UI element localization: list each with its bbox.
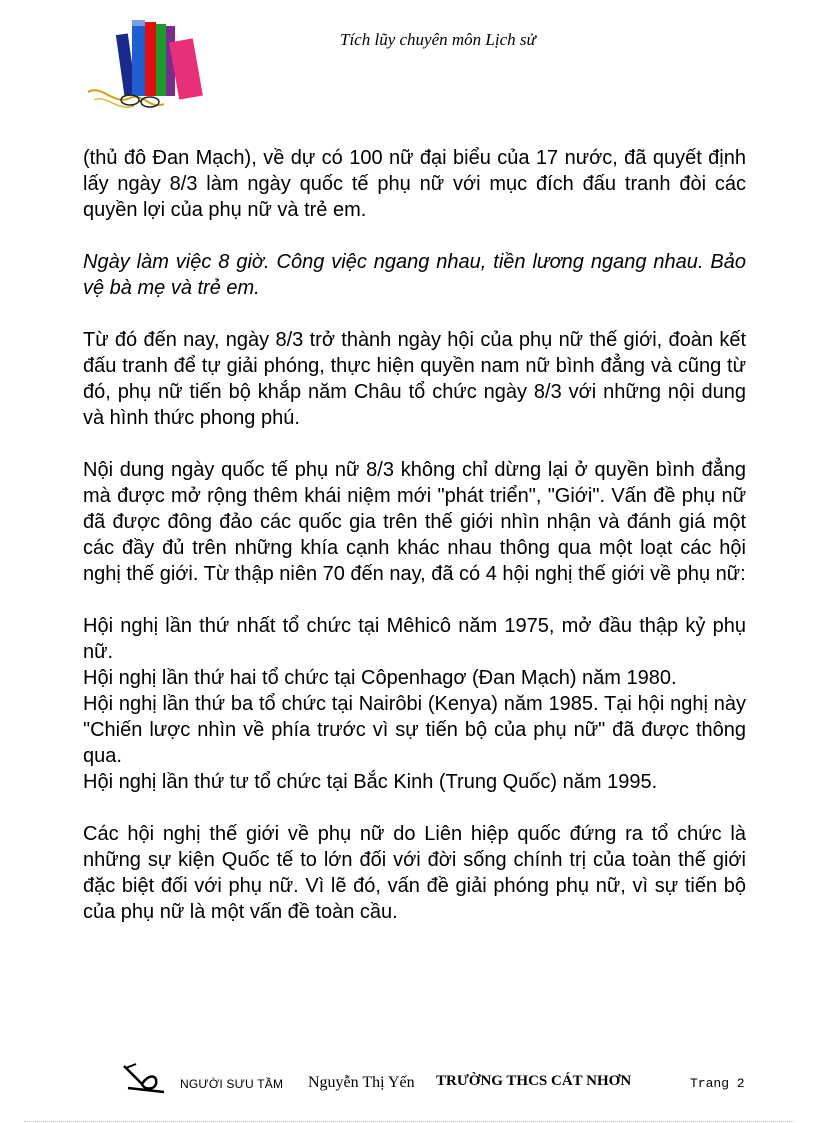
author-name: Nguyễn Thị Yến bbox=[308, 1074, 415, 1091]
paragraph: (thủ đô Đan Mạch), về dự có 100 nữ đại biểu của 17 nước, đã quyết định lấy ngày 8/3 làm ngày quốc tế phụ nữ với mục đích đấu tranh đòi các quyền lợi của phụ nữ và trẻ em. bbox=[83, 147, 746, 221]
document-body bbox=[83, 145, 746, 951]
paragraph: Các hội nghị thế giới về phụ nữ do Liên hiệp quốc đứng ra tổ chức là những sự kiện Quốc tế to lớn đối với đời sống chính trị của toàn thế giới đặc biệt đối với phụ nữ. Vì lẽ đó, vấn đề giải phóng phụ nữ, vì sự tiến bộ của phụ nữ là một vấn đề toàn cầu. bbox=[83, 823, 746, 923]
signature-icon bbox=[122, 1060, 166, 1094]
conference-list bbox=[83, 613, 746, 795]
bottom-divider bbox=[24, 1121, 794, 1122]
page-number: Trang 2 bbox=[690, 1076, 745, 1091]
books-icon bbox=[84, 14, 204, 114]
paragraph: Từ đó đến nay, ngày 8/3 trở thành ngày hội của phụ nữ thế giới, đoàn kết đấu tranh để tự giải phóng, thực hiện quyền nam nữ bình đẳng và cũng từ đó, phụ nữ tiến bộ khắp năm Châu tổ chức ngày 8/3 với những nội dung và hình thức phong phú. bbox=[83, 329, 746, 429]
school-name: TRƯỜNG THCS CÁT NHƠN bbox=[436, 1073, 632, 1089]
list-item: Hội nghị lần thứ hai tổ chức tại Côpenhagơ (Đan Mạch) năm 1980. bbox=[83, 667, 677, 689]
header-title: Tích lũy chuyên môn Lịch sử bbox=[340, 30, 536, 49]
list-item: Hội nghị lần thứ nhất tổ chức tại Mêhicô năm 1975, mở đầu thập kỷ phụ nữ. bbox=[83, 615, 746, 663]
page-footer bbox=[118, 1060, 758, 1100]
slogan-paragraph: Ngày làm việc 8 giờ. Công việc ngang nhau, tiền lương ngang nhau. Bảo vệ bà mẹ và trẻ em. bbox=[83, 251, 746, 299]
list-item: Hội nghị lần thứ ba tổ chức tại Nairôbi (Kenya) năm 1985. Tại hội nghị này "Chiến lược nhìn về phía trước vì sự tiến bộ của phụ nữ" đã được thông qua. bbox=[83, 693, 746, 767]
list-item: Hội nghị lần thứ tư tổ chức tại Bắc Kinh (Trung Quốc) năm 1995. bbox=[83, 771, 658, 793]
collector-label: NGƯỜI SƯU TẦM bbox=[180, 1077, 284, 1091]
paragraph: Nội dung ngày quốc tế phụ nữ 8/3 không chỉ dừng lại ở quyền bình đẳng mà được mở rộng thêm khái niệm mới "phát triển", "Giới". Vấn đề phụ nữ đã được đông đảo các quốc gia trên thế giới nhìn nhận và đánh giá một các đầy đủ trên những khía cạnh khác nhau thông qua một loạt các hội nghị thế giới. Từ thập niên 70 đến nay, đã có 4 hội nghị thế giới về phụ nữ: bbox=[83, 459, 746, 585]
